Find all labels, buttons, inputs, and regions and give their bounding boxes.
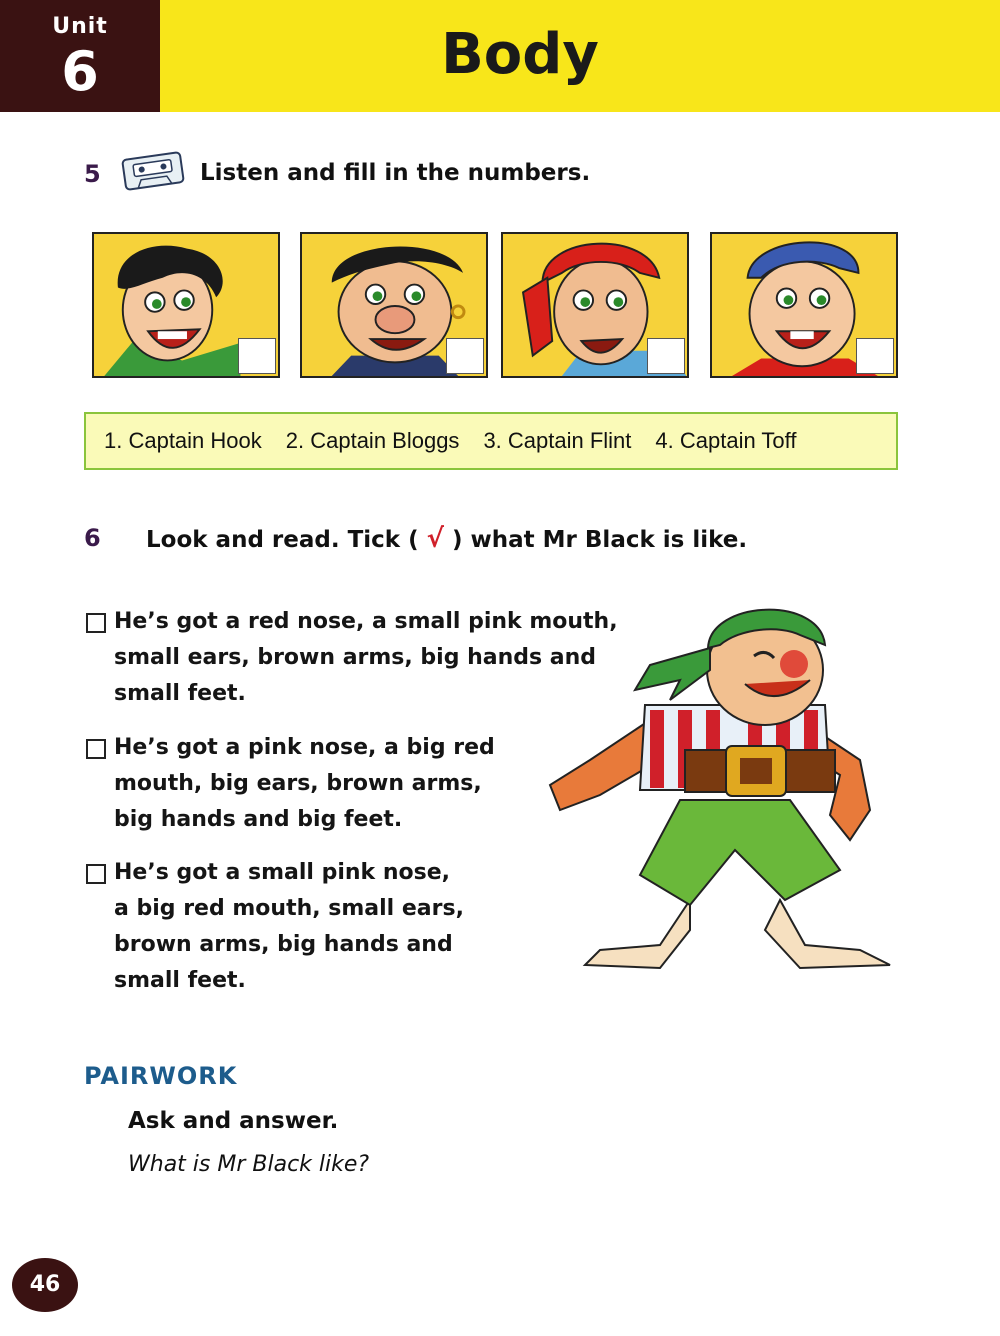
option-line: small feet. — [114, 681, 246, 706]
tick-icon: √ — [426, 524, 444, 554]
unit-label: Unit — [52, 14, 108, 39]
pirate-face-curly-hair — [92, 232, 280, 378]
pirate-face-blue-bandana — [710, 232, 898, 378]
captain-name: 1. Captain Hook — [104, 428, 262, 453]
option-line: He’s got a red nose, a small pink mouth, — [114, 609, 618, 634]
checkbox[interactable] — [86, 864, 106, 884]
answer-box[interactable] — [238, 338, 276, 374]
exercise-5-number: 5 — [84, 160, 101, 188]
captain-name: 2. Captain Bloggs — [285, 428, 460, 453]
title-banner — [160, 0, 1000, 112]
exercise-5-instruction: Listen and fill in the numbers. — [200, 160, 591, 186]
checkbox[interactable] — [86, 613, 106, 633]
captain-name: 3. Captain Flint — [483, 428, 632, 453]
option-line: small ears, brown arms, big hands and — [114, 645, 597, 670]
option-line: brown arms, big hands and — [114, 932, 453, 957]
instruction-part: ) what Mr Black is like. — [452, 527, 748, 553]
option-line: small feet. — [114, 968, 246, 993]
option-line: He’s got a pink nose, a big red — [114, 735, 495, 760]
page-number: 46 — [12, 1258, 78, 1312]
checkbox[interactable] — [86, 739, 106, 759]
option-line: big hands and big feet. — [114, 807, 403, 832]
pirate-face-big-nose — [300, 232, 488, 378]
exercise-6-instruction — [146, 524, 747, 554]
option-line: mouth, big ears, brown arms, — [114, 771, 482, 796]
option-2[interactable] — [86, 730, 495, 838]
exercise-6-number: 6 — [84, 524, 101, 552]
answer-box[interactable] — [856, 338, 894, 374]
option-line: He’s got a small pink nose, — [114, 860, 450, 885]
pairwork-question: What is Mr Black like? — [128, 1152, 370, 1177]
answer-box[interactable] — [446, 338, 484, 374]
page-title: Body — [441, 22, 599, 87]
cassette-tape-icon — [120, 150, 186, 192]
pairwork-heading: PAIRWORK — [84, 1062, 238, 1090]
captain-names-box — [84, 412, 898, 470]
pirate-faces-row — [92, 232, 898, 380]
option-line: a big red mouth, small ears, — [114, 896, 464, 921]
captain-name: 4. Captain Toff — [655, 428, 797, 453]
pirate-face-red-bandana — [501, 232, 689, 378]
mr-black-pirate-illustration — [540, 600, 910, 975]
instruction-part: Look and read. Tick ( — [146, 527, 419, 553]
option-3[interactable] — [86, 855, 464, 999]
answer-box[interactable] — [647, 338, 685, 374]
pairwork-instruction: Ask and answer. — [128, 1108, 339, 1134]
option-1[interactable] — [86, 604, 618, 712]
unit-number: 6 — [61, 40, 99, 103]
